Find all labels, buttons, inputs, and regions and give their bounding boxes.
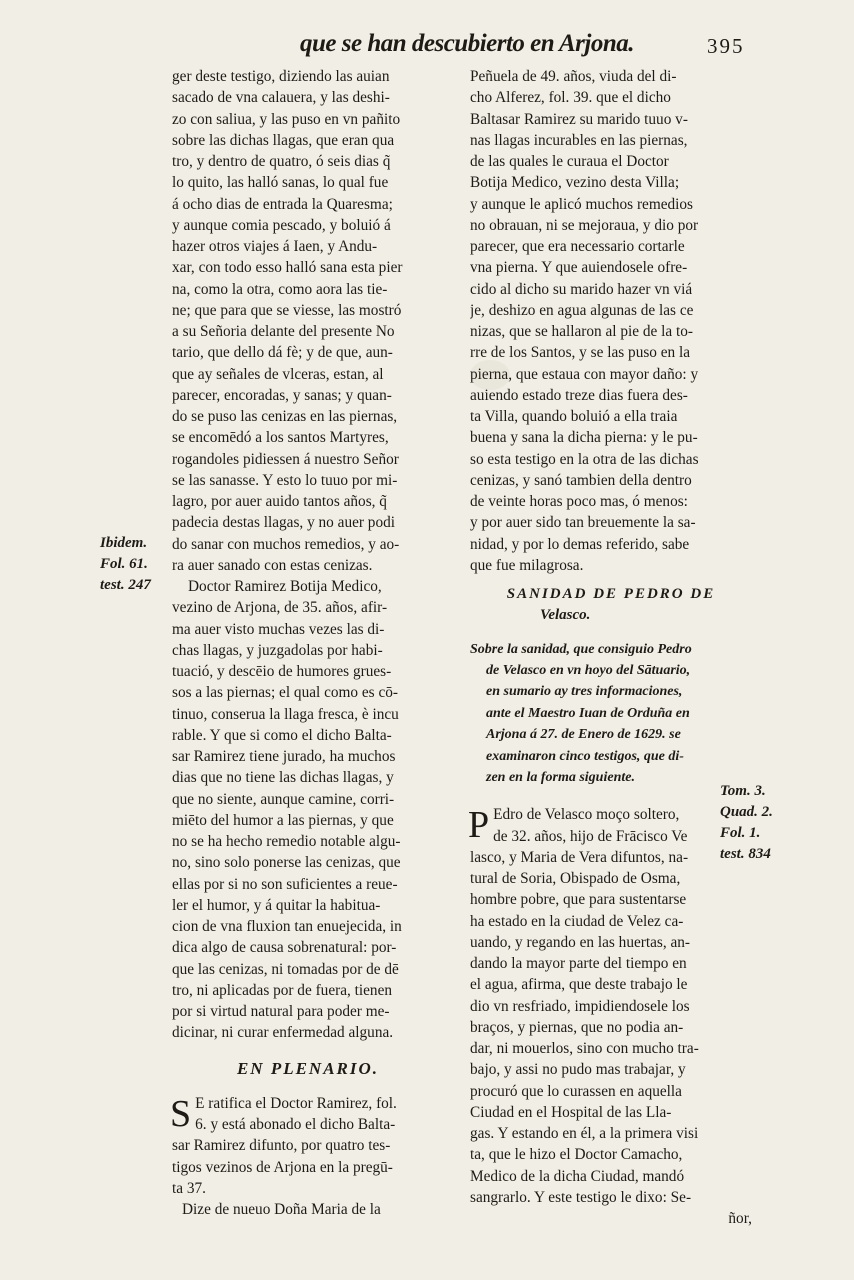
text-line: uando, y regando en las huertas, an- [470, 933, 691, 951]
text-line: pierna, que estaua con mayor daño: y [470, 365, 699, 383]
text-line: a su Señoria delante del presente No [172, 323, 395, 340]
text-line: no se ha hecho remedio notable algu- [172, 833, 401, 850]
text-line: je, deshizo en agua algunas de las ce [470, 301, 694, 319]
text-line: sos a las piernas; el qual como es cō- [172, 684, 398, 702]
paragraph-plenario [172, 1093, 444, 1221]
text-line: lasco, y Maria de Vera difuntos, na- [470, 848, 689, 866]
margin-note-line: Fol. 1. [720, 825, 761, 841]
paper-stain [470, 360, 510, 390]
text-line: do se puso las cenizas en las piernas, [172, 408, 398, 425]
text-line: ma auer visto muchas vezes las di- [172, 620, 385, 638]
text-line: tario, que dello dá fè; y de que, aun- [172, 344, 393, 362]
text-line: padecia destas llagas, y no auer podi [172, 514, 395, 532]
text-line: chas llagas, y juzgadolas por habi- [172, 641, 383, 659]
margin-note-line: Quad. 2. [720, 804, 773, 820]
text-line: ñor, [728, 1210, 752, 1228]
text-line: tinuo, conserua la llaga fresca, è incu [172, 705, 399, 723]
section-heading-sanidad: SANIDAD DE PEDRO DE [506, 586, 716, 602]
text-line: de veinte horas poco mas, ó menos: [470, 493, 688, 510]
text-line: que no siente, aunque camine, corri- [172, 790, 395, 808]
text-line: y por auer sido tan breuemente la sa- [470, 514, 696, 532]
text-line: Botija Medico, vezino desta Villa; [470, 174, 680, 192]
text-line: sar Ramirez tiene jurado, ha muchos [172, 748, 396, 765]
text-line: Sobre la sanidad, que consiguio Pedro [470, 641, 692, 657]
text-line: dando la mayor parte del tiempo en [470, 955, 687, 973]
text-line: Arjona á 27. de Enero de 1629. se [486, 727, 681, 743]
text-line: braços, y piernas, que no podia an- [470, 1018, 684, 1036]
text-line: ellas por si no son suficientes a reue- [172, 875, 398, 893]
text-line: sar Ramirez difunto, por quatro tes- [172, 1137, 391, 1155]
text-line: tro, ni aplicadas por de fuera, tienen [172, 981, 393, 999]
text-line: dar, ni mouerlos, sino con mucho tra- [470, 1040, 699, 1058]
text-line: que ay señales de vlceras, estan, al [172, 365, 384, 383]
paragraph-testimony-end [172, 66, 444, 576]
text-line: parecer, que era necessario cortarle [470, 238, 685, 255]
text-line: Dize de nueuo Doña Maria de la [182, 1201, 381, 1218]
text-line: tural de Soria, Obispado de Osma, [470, 870, 681, 888]
section-heading-plenario: EN PLENARIO. [236, 1058, 380, 1078]
text-line: tigos vezinos de Arjona en la pregū- [172, 1158, 393, 1176]
text-line: miēto del humor a las piernas, y que [172, 811, 394, 829]
text-line: tuació, y descēio de humores grues- [172, 663, 392, 680]
paragraph-testimony-maria [470, 66, 752, 576]
summary-paragraph [470, 639, 752, 789]
text-line: ler el humor, y á quitar la habitua- [172, 896, 381, 914]
text-line: do sanar con muchos remedios, y ao- [172, 535, 400, 553]
text-line: hombre pobre, que para sustentarse [470, 891, 687, 909]
drop-cap: S [170, 1092, 192, 1135]
text-line: ha estado en la ciudad de Velez ca- [470, 912, 684, 930]
text-line: procuró que lo curassen en aquella [470, 1082, 682, 1100]
text-line: ger deste testigo, diziendo las auian [172, 68, 390, 85]
drop-cap: P [468, 804, 490, 847]
text-line: rable. Y que si como el dicho Balta- [172, 726, 392, 744]
text-line: no, sino solo ponerse las cenizas, que [172, 854, 401, 872]
text-line: nizas, que se hallaron al pie de la to- [470, 323, 693, 340]
text-line: ta 37. [172, 1179, 206, 1197]
text-line: á ocho dias de entrada la Quaresma; [172, 195, 393, 213]
left-column [172, 66, 444, 1220]
margin-note-line: Tom. 3. [720, 783, 766, 799]
text-line: rogandoles pidiessen á nuestro Señor [172, 450, 399, 468]
text-line: ra auer sanado con estas cenizas. [172, 556, 373, 574]
section-heading-name: Velasco. [540, 607, 591, 624]
text-line: por si virtud natural para poder me- [172, 1003, 390, 1020]
paragraph-doctor-ramirez [172, 576, 444, 1044]
text-line: xar, con todo esso halló sana esta pier [172, 259, 403, 277]
text-line: de 32. años, hijo de Frācisco Ve [493, 827, 688, 845]
text-line: examinaron cinco testigos, que di- [486, 748, 684, 764]
text-line: parecer, encoradas, y sanas; y quan- [172, 386, 392, 404]
text-line: tro, y dentro de quatro, ó seis dias q̃ [172, 153, 391, 170]
text-line: en sumario ay tres informaciones, [486, 684, 683, 700]
text-line: sobre las dichas llagas, que eran qua [172, 131, 395, 149]
margin-note-line: Ibidem. [100, 535, 148, 551]
margin-note-line: Fol. 61. [100, 556, 148, 572]
text-line: cion de vna fluxion tan enuejecida, in [172, 918, 402, 935]
text-line: zo con saliua, y las puso en vn pañito [172, 110, 401, 128]
text-line: Edro de Velasco moço soltero, [493, 806, 680, 824]
text-line: y aunque comia pescado, y boluió á [172, 216, 391, 234]
text-line: zen en la forma siguiente. [486, 769, 635, 785]
text-line: 6. y está abonado el dicho Balta- [195, 1116, 396, 1133]
text-line: na, como la otra, como aora las tie- [172, 280, 388, 298]
text-line: no obrauan, ni se mejoraua, y dio por [470, 216, 699, 234]
text-line: y aunque le aplicó muchos remedios [470, 195, 694, 213]
text-line: vna pierna. Y que auiendosele ofre- [470, 259, 688, 277]
text-line: E ratifica el Doctor Ramirez, fol. [195, 1094, 397, 1112]
text-line: se las sanasse. Y esto lo tuuo por mi- [172, 471, 398, 489]
text-line: ta Villa, quando boluió a ella traia [470, 408, 678, 425]
text-line: Baltasar Ramirez su marido tuuo v- [470, 110, 688, 128]
text-line: de Velasco en vn hoyo del Sātuario, [486, 662, 691, 678]
text-line: ta, que le hizo el Doctor Camacho, [470, 1146, 683, 1164]
text-line: vezino de Arjona, de 35. años, afir- [172, 599, 388, 617]
text-line: hazer otros viajes á Iaen, y Andu- [172, 238, 378, 255]
text-line: dicinar, ni curar enfermedad alguna. [172, 1024, 394, 1042]
text-line: lo quito, las halló sanas, lo qual fue [172, 174, 389, 192]
text-line: bajo, y assi no pudo mas trabajar, y [470, 1061, 686, 1079]
text-line: que fue milagrosa. [470, 556, 584, 574]
margin-note-line: test. 247 [100, 577, 151, 593]
text-line: ante el Maestro Iuan de Orduña en [486, 705, 690, 721]
text-line: dio vn resfriado, impidiendosele los [470, 997, 690, 1015]
text-line: sangrarlo. Y este testigo le dixo: Se- [470, 1188, 692, 1206]
text-line: que las cenizas, ni tomadas por de dē [172, 960, 399, 978]
text-line: Ciudad en el Hospital de las Lla- [470, 1103, 672, 1121]
text-line: sacado de vna calauera, y las deshi- [172, 89, 390, 107]
text-line: cenizas, y sanó tambien della dentro [470, 471, 692, 489]
text-line: gas. Y estando en él, a la primera visi [470, 1125, 699, 1143]
margin-note-left [100, 533, 151, 596]
text-line: el agua, afirma, que deste trabajo le [470, 976, 688, 994]
text-line: de las quales le curaua el Doctor [470, 153, 669, 170]
text-line: rre de los Santos, y se las puso en la [470, 344, 691, 362]
text-line: nas llagas incurables en las piernas, [470, 131, 688, 149]
text-line: Doctor Ramirez Botija Medico, [188, 578, 382, 595]
text-line: buena y sana la dicha pierna: y le pu- [470, 429, 698, 447]
text-line: Medico de la dicha Ciudad, mandó [470, 1167, 685, 1185]
text-line: cido al dicho su marido hazer vn viá [470, 280, 693, 298]
text-line: so esta testigo en la otra de las dichas [470, 450, 699, 468]
text-line: auiendo estado treze dias fuera des- [470, 386, 688, 404]
margin-note-line: test. 834 [720, 846, 771, 862]
text-line: se encomēdó a los santos Martyres, [172, 429, 389, 447]
text-line: nidad, y por lo demas referido, sabe [470, 535, 690, 553]
running-head: que se han descubierto en Arjona. [300, 30, 635, 57]
text-line: ne; que para que se viesse, las mostró [172, 301, 402, 319]
right-column [470, 66, 752, 1229]
text-line: Peñuela de 49. años, viuda del di- [470, 68, 677, 85]
text-line: lagro, por auer auido tantos años, q̃ [172, 493, 387, 510]
text-line: dica algo de causa sobrenatural: por- [172, 939, 397, 957]
text-line: cho Alferez, fol. 39. que el dicho [470, 89, 671, 107]
page-number: 395 [707, 34, 745, 58]
paragraph-pedro-velasco [470, 804, 752, 1229]
text-line: dias que no tiene las dichas llagas, y [172, 769, 394, 787]
